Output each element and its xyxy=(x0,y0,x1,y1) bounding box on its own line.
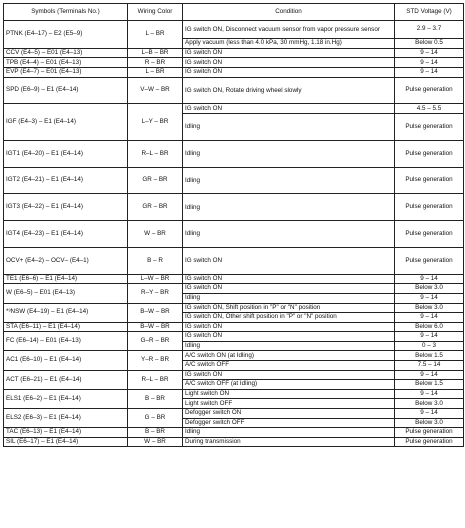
table-row xyxy=(4,247,464,274)
condition-cell: A/C switch ON (at Idling) xyxy=(183,351,395,361)
table-row xyxy=(4,303,464,313)
table-row xyxy=(4,428,464,438)
table-row xyxy=(4,370,464,380)
condition-cell: Defogger switch ON xyxy=(183,409,395,419)
terminal-symbol-cell: IGT2 (E4–21) – E1 (E4–14) xyxy=(4,167,128,194)
terminal-symbol-cell: IGF (E4–3) – E1 (E4–14) xyxy=(4,104,128,140)
condition-cell: IG switch ON xyxy=(183,58,395,68)
condition-cell: Idling xyxy=(183,428,395,438)
condition-cell: Idling xyxy=(183,341,395,351)
wiring-color-cell: L – BR xyxy=(128,21,183,49)
table-row xyxy=(4,274,464,284)
std-voltage-cell: 7.5 – 14 xyxy=(395,361,464,371)
table-row xyxy=(4,104,464,114)
std-voltage-cell: 9 – 14 xyxy=(395,389,464,399)
std-voltage-cell: Pulse generation xyxy=(395,167,464,194)
table-row xyxy=(4,58,464,68)
table-row xyxy=(4,389,464,399)
terminal-symbol-cell: ACT (E6–21) – E1 (E4–14) xyxy=(4,370,128,389)
std-voltage-cell: Below 3.0 xyxy=(395,399,464,409)
condition-cell: IG switch ON, Disconnect vacuum sensor from vapor pressure sensor xyxy=(183,21,395,39)
std-voltage-cell: 2.9 – 3.7 xyxy=(395,21,464,39)
table-row xyxy=(4,21,464,39)
condition-cell: During transmission xyxy=(183,437,395,447)
header-condition: Condition xyxy=(183,4,395,21)
terminal-symbol-cell: ELS1 (E6–2) – E1 (E4–14) xyxy=(4,389,128,408)
table-row xyxy=(4,194,464,221)
condition-cell: Light switch ON xyxy=(183,389,395,399)
terminal-symbol-cell: STA (E6–11) – E1 (E4–14) xyxy=(4,322,128,332)
condition-cell: IG switch ON xyxy=(183,67,395,77)
terminal-symbol-cell: SIL (E6–17) – E1 (E4–14) xyxy=(4,437,128,447)
std-voltage-cell: Pulse generation xyxy=(395,140,464,167)
condition-cell: Idling xyxy=(183,194,395,221)
std-voltage-cell: Pulse generation xyxy=(395,77,464,104)
condition-cell: IG switch ON xyxy=(183,104,395,114)
condition-cell: Idling xyxy=(183,167,395,194)
condition-cell: IG switch ON xyxy=(183,274,395,284)
wiring-color-cell: B–W – BR xyxy=(128,303,183,322)
terminal-symbol-cell: ELS2 (E6–3) – E1 (E4–14) xyxy=(4,409,128,428)
condition-cell: IG switch ON xyxy=(183,332,395,342)
condition-cell: Idling xyxy=(183,221,395,248)
header-wiring-color: Wiring Color xyxy=(128,4,183,21)
terminal-symbol-cell: IGT4 (E4–23) – E1 (E4–14) xyxy=(4,221,128,248)
wiring-color-cell: B – R xyxy=(128,247,183,274)
table-row xyxy=(4,48,464,58)
std-voltage-cell: Below 6.0 xyxy=(395,322,464,332)
condition-cell: IG switch ON, Other shift position in "P" or "N" position xyxy=(183,313,395,323)
condition-cell: Idling xyxy=(183,293,395,303)
wiring-color-cell: R–L – BR xyxy=(128,370,183,389)
terminal-symbol-cell: TE1 (E6–6) – E1 (E4–14) xyxy=(4,274,128,284)
condition-cell: Defogger switch OFF xyxy=(183,418,395,428)
table-row xyxy=(4,284,464,294)
wiring-color-cell: R–L – BR xyxy=(128,140,183,167)
std-voltage-cell: Below 3.0 xyxy=(395,284,464,294)
table-row xyxy=(4,77,464,104)
wiring-color-cell: L – BR xyxy=(128,67,183,77)
condition-cell: IG switch ON, Shift position in "P" or "N" position xyxy=(183,303,395,313)
condition-cell: IG switch ON xyxy=(183,322,395,332)
terminal-symbol-cell: SPD (E6–9) – E1 (E4–14) xyxy=(4,77,128,104)
table-row xyxy=(4,437,464,447)
std-voltage-cell: 4.5 – 5.5 xyxy=(395,104,464,114)
std-voltage-cell: Pulse generation xyxy=(395,113,464,140)
terminal-symbol-cell: TAC (E6–13) – E1 (E4–14) xyxy=(4,428,128,438)
terminal-symbol-cell: PTNK (E4–17) – E2 (E5–9) xyxy=(4,21,128,49)
wiring-color-cell: B – BR xyxy=(128,389,183,408)
std-voltage-cell: 9 – 14 xyxy=(395,48,464,58)
terminal-symbol-cell: *³NSW (E4–19) – E1 (E4–14) xyxy=(4,303,128,322)
std-voltage-cell: 9 – 14 xyxy=(395,58,464,68)
terminal-symbol-cell: IGT1 (E4–20) – E1 (E4–14) xyxy=(4,140,128,167)
wiring-color-cell: W – BR xyxy=(128,437,183,447)
table-row xyxy=(4,332,464,342)
header-row xyxy=(4,4,464,21)
wiring-color-cell: B – BR xyxy=(128,428,183,438)
table-row xyxy=(4,409,464,419)
condition-cell: A/C switch OFF xyxy=(183,361,395,371)
table-row xyxy=(4,167,464,194)
wiring-color-cell: GR – BR xyxy=(128,167,183,194)
condition-cell: Idling xyxy=(183,140,395,167)
terminal-symbol-cell: EVP (E4–7) – E01 (E4–13) xyxy=(4,67,128,77)
wiring-color-cell: L–Y – BR xyxy=(128,104,183,140)
condition-cell: IG switch ON xyxy=(183,247,395,274)
wiring-color-cell: R – BR xyxy=(128,58,183,68)
std-voltage-cell: 9 – 14 xyxy=(395,293,464,303)
std-voltage-cell: Pulse generation xyxy=(395,428,464,438)
condition-cell: Light switch OFF xyxy=(183,399,395,409)
std-voltage-cell: 0 – 3 xyxy=(395,341,464,351)
table-row xyxy=(4,140,464,167)
terminal-symbol-cell: OCV+ (E4–2) – OCV– (E4–1) xyxy=(4,247,128,274)
table-row xyxy=(4,351,464,361)
std-voltage-cell: Below 1.5 xyxy=(395,351,464,361)
header-std-voltage: STD Voltage (V) xyxy=(395,4,464,21)
wiring-color-cell: Y–R – BR xyxy=(128,351,183,370)
terminal-symbol-cell: AC1 (E6–10) – E1 (E4–14) xyxy=(4,351,128,370)
wiring-color-cell: V–W – BR xyxy=(128,77,183,104)
condition-cell: IG switch ON xyxy=(183,370,395,380)
table-row xyxy=(4,221,464,248)
std-voltage-cell: Pulse generation xyxy=(395,437,464,447)
terminal-symbol-cell: W (E6–5) – E01 (E4–13) xyxy=(4,284,128,303)
condition-cell: IG switch ON xyxy=(183,48,395,58)
std-voltage-cell: 9 – 14 xyxy=(395,313,464,323)
terminal-symbol-cell: FC (E6–14) – E01 (E4–13) xyxy=(4,332,128,351)
std-voltage-cell: 9 – 14 xyxy=(395,409,464,419)
std-voltage-cell: Below 0.5 xyxy=(395,39,464,49)
header-symbols: Symbols (Terminals No.) xyxy=(4,4,128,21)
wiring-color-cell: W – BR xyxy=(128,221,183,248)
condition-cell: IG switch ON, Rotate driving wheel slowly xyxy=(183,77,395,104)
wiring-color-cell: R–Y – BR xyxy=(128,284,183,303)
std-voltage-cell: Pulse generation xyxy=(395,247,464,274)
table-row xyxy=(4,67,464,77)
std-voltage-cell: Below 1.5 xyxy=(395,380,464,390)
terminal-symbol-cell: TPB (E4–4) – E01 (E4–13) xyxy=(4,58,128,68)
ecu-terminal-voltage-table xyxy=(3,3,464,447)
std-voltage-cell: 9 – 14 xyxy=(395,67,464,77)
wiring-color-cell: L–B – BR xyxy=(128,48,183,58)
condition-cell: Apply vacuum (less than 4.0 kPa, 30 mmHg, 1.18 in.Hg) xyxy=(183,39,395,49)
condition-cell: IG switch ON xyxy=(183,284,395,294)
condition-cell: Idling xyxy=(183,113,395,140)
spec-table-container xyxy=(3,3,464,447)
wiring-color-cell: GR – BR xyxy=(128,194,183,221)
std-voltage-cell: 9 – 14 xyxy=(395,274,464,284)
std-voltage-cell: 9 – 14 xyxy=(395,332,464,342)
table-body xyxy=(4,21,464,447)
std-voltage-cell: Below 3.0 xyxy=(395,418,464,428)
wiring-color-cell: L–W – BR xyxy=(128,274,183,284)
terminal-symbol-cell: IGT3 (E4–22) – E1 (E4–14) xyxy=(4,194,128,221)
table-row xyxy=(4,322,464,332)
std-voltage-cell: 9 – 14 xyxy=(395,370,464,380)
wiring-color-cell: B–W – BR xyxy=(128,322,183,332)
std-voltage-cell: Below 3.0 xyxy=(395,303,464,313)
condition-cell: A/C switch OFF (at Idling) xyxy=(183,380,395,390)
terminal-symbol-cell: CCV (E4–5) – E01 (E4–13) xyxy=(4,48,128,58)
wiring-color-cell: G – BR xyxy=(128,409,183,428)
std-voltage-cell: Pulse generation xyxy=(395,221,464,248)
std-voltage-cell: Pulse generation xyxy=(395,194,464,221)
wiring-color-cell: G–R – BR xyxy=(128,332,183,351)
